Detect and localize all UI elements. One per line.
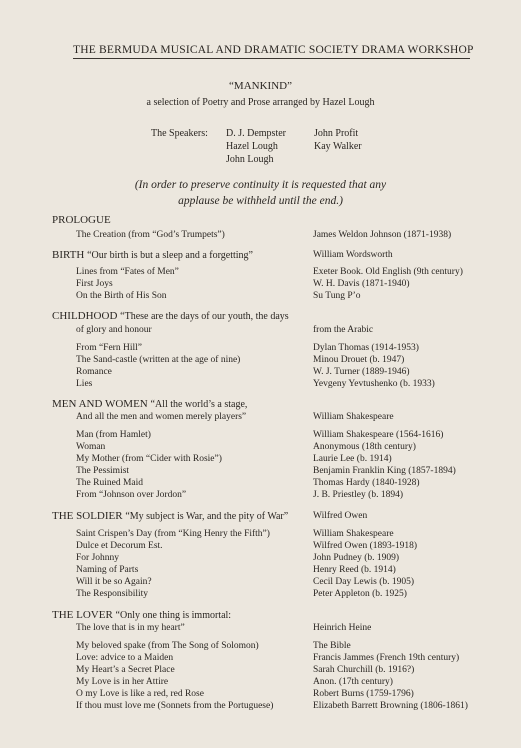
section-quote: “Only one thing is immortal: (115, 610, 232, 621)
item-author: Minou Drouet (b. 1947) (313, 355, 405, 365)
item-title: Dulce et Decorum Est. (76, 541, 163, 551)
applause-note-line: (In order to preserve continuity it is requested that any (134, 179, 387, 191)
speaker-name: D. J. Dempster (226, 128, 286, 139)
section-title: CHILDHOOD (52, 310, 118, 322)
item-title: First Joys (76, 279, 113, 289)
item-author: W. H. Davis (1871-1940) (313, 279, 410, 289)
item-author: Francis Jammes (French 19th century) (313, 653, 460, 663)
item-author: Exeter Book. Old English (9th century) (313, 267, 463, 277)
item-author: The Bible (313, 641, 351, 651)
title-rule (73, 58, 470, 59)
speaker-name: John Lough (226, 154, 274, 165)
item-author: Elizabeth Barrett Browning (1806-1861) (313, 701, 468, 711)
section-heading (52, 398, 247, 410)
item-title: My beloved spake (from The Song of Solomon) (76, 641, 259, 651)
quote-author: William Shakespeare (313, 412, 394, 422)
speaker-name: Hazel Lough (226, 141, 278, 152)
speaker-name: John Profit (314, 128, 359, 139)
applause-note (0, 177, 521, 209)
section-quote-continued: of glory and honour (76, 325, 152, 335)
item-author: Henry Reed (b. 1914) (313, 565, 396, 575)
section-heading (52, 214, 111, 226)
item-author: Su Tung P’o (313, 291, 361, 301)
item-author: Anon. (17th century) (313, 677, 393, 687)
item-title: Man (from Hamlet) (76, 430, 151, 440)
section-quote-continued: And all the men and women merely players” (76, 412, 247, 422)
item-author: Yevgeny Yevtushenko (b. 1933) (313, 379, 435, 389)
item-title: Will it be so Again? (76, 577, 152, 587)
item-author: John Pudney (b. 1909) (313, 553, 400, 563)
item-title: Lines from “Fates of Men” (76, 267, 179, 277)
section-quote: “All the world’s a stage, (150, 399, 248, 410)
item-title: From “Fern Hill” (76, 343, 142, 353)
item-author: Thomas Hardy (1840-1928) (313, 478, 420, 488)
item-title: Woman (76, 442, 106, 452)
item-author: J. B. Priestley (b. 1894) (313, 490, 403, 500)
item-author: Anonymous (18th century) (313, 442, 416, 452)
item-author: William Shakespeare (313, 529, 394, 539)
quote-author: William Wordsworth (313, 250, 393, 260)
item-author: Benjamin Franklin King (1857-1894) (313, 466, 456, 476)
quote-author: Wilfred Owen (313, 511, 368, 521)
item-title: Lies (76, 379, 93, 389)
item-author: Laurie Lee (b. 1914) (313, 454, 392, 464)
section-title: THE LOVER (52, 609, 113, 621)
show-title: “MANKIND” (229, 80, 292, 92)
item-title: The Pessimist (76, 466, 130, 476)
item-author: Dylan Thomas (1914-1953) (313, 343, 419, 353)
item-title: The Ruined Maid (76, 478, 144, 488)
section-quote: “These are the days of our youth, the days (120, 311, 289, 322)
item-title: If thou must love me (Sonnets from the Portuguese) (76, 701, 274, 711)
quote-author: from the Arabic (313, 325, 374, 335)
item-author: W. J. Turner (1889-1946) (313, 367, 410, 377)
item-title: The Creation (from “God’s Trumpets”) (76, 230, 225, 240)
item-title: O my Love is like a red, red Rose (76, 689, 204, 699)
item-author: Robert Burns (1759-1796) (313, 689, 414, 699)
item-title: Romance (76, 367, 112, 377)
section-quote: “My subject is War, and the pity of War” (125, 511, 289, 522)
item-title: For Johnny (76, 553, 120, 563)
quote-author: Heinrich Heine (313, 623, 372, 633)
item-author: Peter Appleton (b. 1925) (313, 589, 407, 599)
show-subtitle: a selection of Poetry and Prose arranged by Hazel Lough (146, 97, 375, 108)
item-author: Wilfred Owen (1893-1918) (313, 541, 418, 551)
section-title: MEN AND WOMEN (52, 398, 148, 410)
item-author: William Shakespeare (1564-1616) (313, 430, 444, 440)
section-heading (52, 310, 289, 322)
item-title: On the Birth of His Son (76, 291, 167, 301)
item-title: My Heart’s a Secret Place (76, 665, 175, 675)
speakers-label: The Speakers: (151, 128, 208, 139)
section-title: BIRTH (52, 249, 85, 261)
speaker-name: Kay Walker (314, 141, 362, 152)
item-author: James Weldon Johnson (1871-1938) (313, 230, 452, 240)
item-title: The Responsibility (76, 589, 149, 599)
applause-note-line: applause be withheld until the end.) (178, 195, 343, 207)
item-title: My Love is in her Attire (76, 677, 169, 687)
society-title: THE BERMUDA MUSICAL AND DRAMATIC SOCIETY DRAMA WORKSHOP (73, 44, 474, 56)
section-quote-continued: The love that is in my heart” (76, 623, 185, 633)
item-author: Sarah Churchill (b. 1916?) (313, 665, 415, 675)
item-title: Love: advice to a Maiden (76, 653, 174, 663)
section-heading (52, 249, 253, 261)
section-heading (52, 609, 231, 621)
section-title: PROLOGUE (52, 214, 111, 226)
section-heading (52, 510, 288, 522)
item-title: Saint Crispen’s Day (from “King Henry the Fifth”) (76, 529, 270, 539)
item-title: From “Johnson over Jordon” (76, 490, 187, 500)
section-title: THE SOLDIER (52, 510, 123, 522)
item-title: The Sand-castle (written at the age of nine) (76, 355, 241, 365)
section-quote: “Our birth is but a sleep and a forgetting” (87, 250, 253, 261)
item-title: My Mother (from “Cider with Rosie”) (76, 454, 222, 464)
item-title: Naming of Parts (76, 565, 139, 575)
item-author: Cecil Day Lewis (b. 1905) (313, 577, 415, 587)
